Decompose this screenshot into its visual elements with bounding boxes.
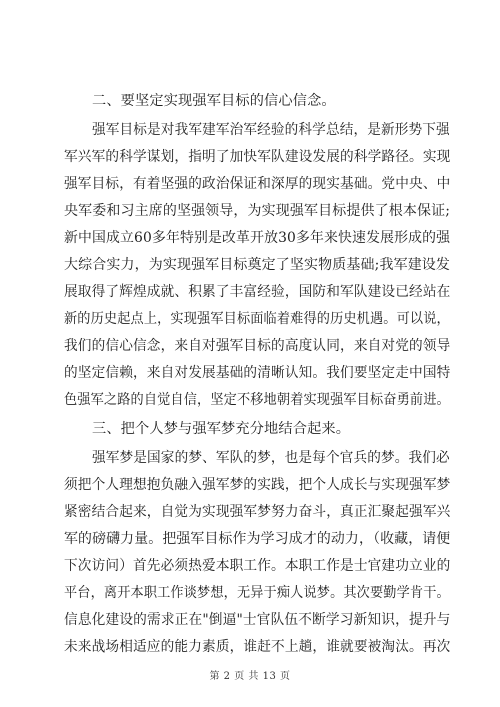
paragraph-line: 军兴军的科学谋划，指明了加快军队建设发展的科学路径。实现 xyxy=(64,149,451,165)
paragraph-line: 新的历史起点上，实现强军目标面临着难得的历史机遇。可以说， xyxy=(64,311,450,327)
paragraph-line: 平台，离开本职工作谈梦想，无异于痴人说梦。其次要勤学肯干。 xyxy=(64,585,450,601)
section-heading-2: 二、要坚定实现强军目标的信心信念。 xyxy=(92,93,336,109)
page-footer: 第 2 页 共 13 页 xyxy=(209,671,291,682)
paragraph-line: 须把个人理想抱负融入强军梦的实践，把个人成长与实现强军梦 xyxy=(64,477,451,493)
section-heading-3: 三、把个人梦与强军梦充分地结合起来。 xyxy=(92,421,351,437)
paragraph-line: 强军目标是对我军建军治军经验的科学总结，是新形势下强 xyxy=(92,122,450,138)
paragraph-line: 未来战场相适应的能力素质，谁赶不上趟，谁就要被淘汰。再次 xyxy=(64,639,451,655)
paragraph-line: 色强军之路的自觉自信，坚定不移地朝着实现强军目标奋勇前进。 xyxy=(64,392,450,408)
paragraph-line: 展取得了辉煌成就、积累了丰富经验，国防和军队建设已经站在 xyxy=(64,284,451,300)
paragraph-line: 强军目标，有着坚强的政治保证和深厚的现实基础。党中央、中 xyxy=(64,176,451,192)
paragraph-line: 我们的信心信念，来自对强军目标的高度认同，来自对党的领导 xyxy=(64,338,451,354)
paragraph-line: 紧密结合起来，自觉为实现强军梦努力奋斗，真正汇聚起强军兴 xyxy=(64,504,451,520)
paragraph-line: 信息化建设的需求正在"倒逼"士官队伍不断学习新知识，提升与 xyxy=(64,612,451,628)
paragraph-line: 强军梦是国家的梦、军队的梦，也是每个官兵的梦。我们必 xyxy=(92,450,450,466)
paragraph-line: 的坚定信赖，来自对发展基础的清晰认知。我们要坚定走中国特 xyxy=(64,365,451,381)
paragraph-line: 大综合实力，为实现强军目标奠定了坚实物质基础;我军建设发 xyxy=(64,257,451,273)
paragraph-line: 央军委和习主席的坚强领导，为实现强军目标提供了根本保证; xyxy=(64,203,451,219)
paragraph-line: 军的磅礴力量。把强军目标作为学习成才的动力，（收藏，请便 xyxy=(64,531,451,547)
paragraph-line: 下次访问）首先必须热爱本职工作。本职工作是士官建功立业的 xyxy=(64,558,451,574)
paragraph-line: 新中国成立60多年特别是改革开放30多年来快速发展形成的强 xyxy=(64,230,451,246)
